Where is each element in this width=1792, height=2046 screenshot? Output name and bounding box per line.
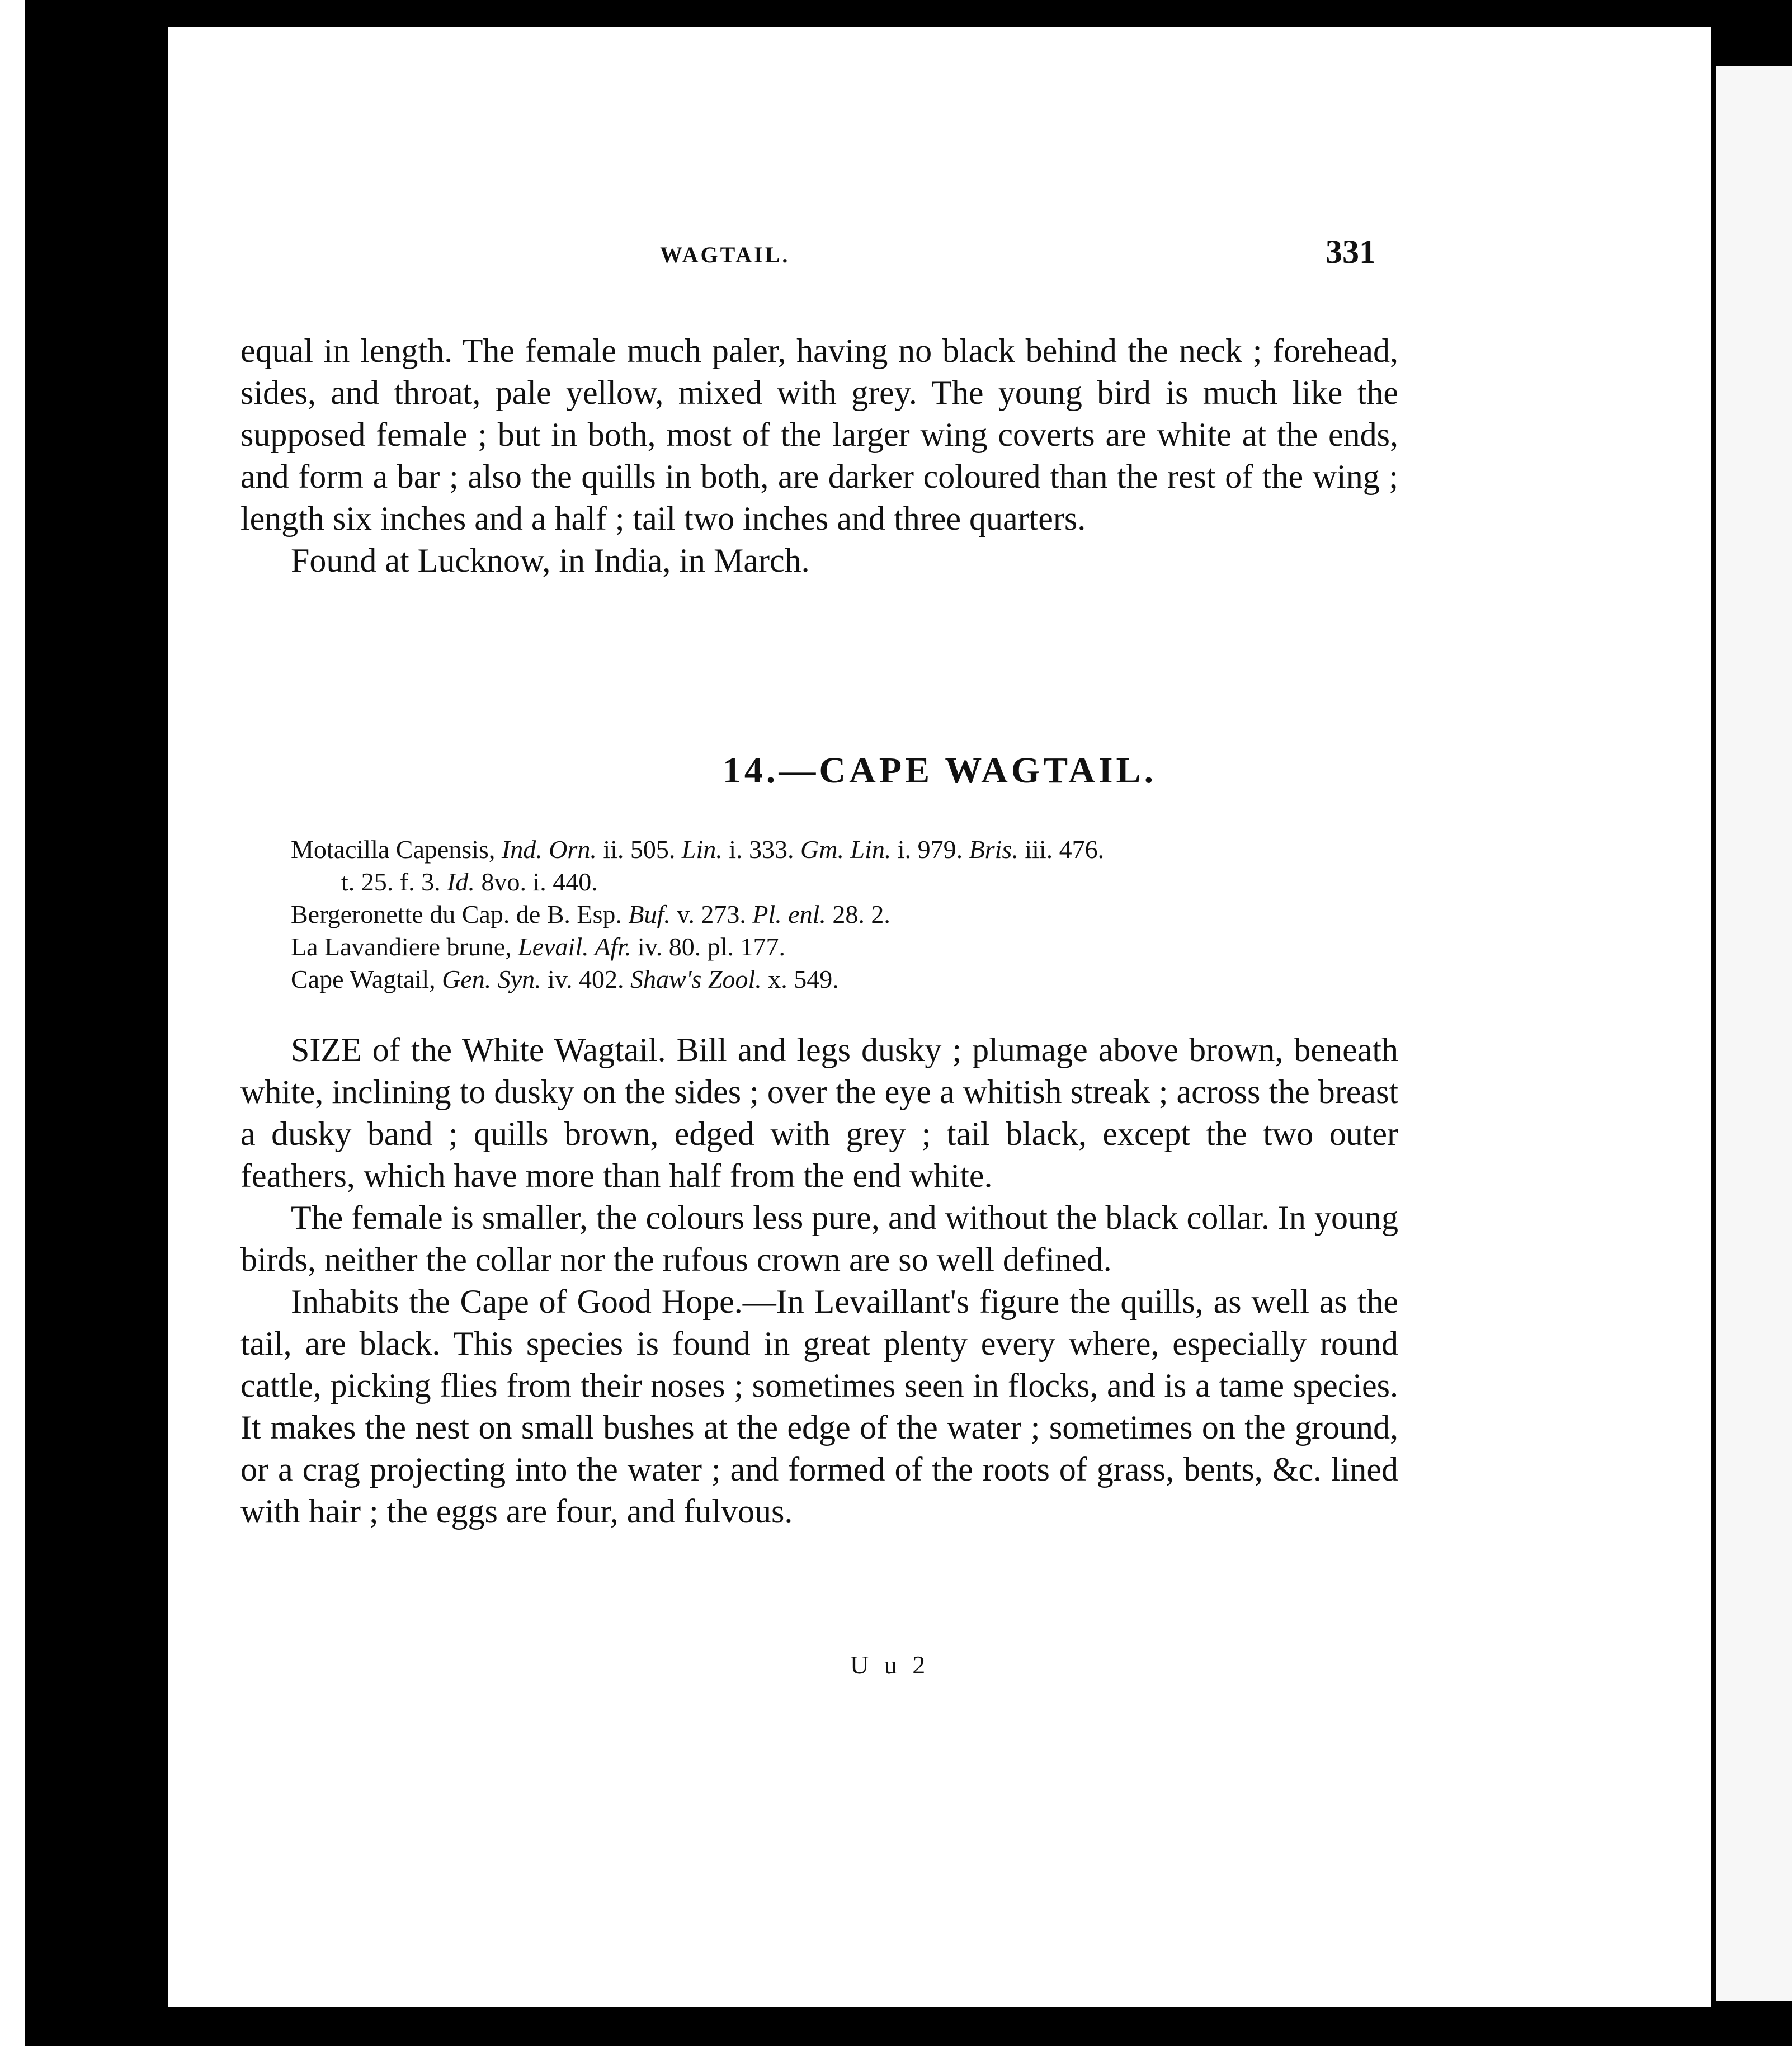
citation-source: Gm. Lin.: [800, 835, 892, 864]
opening-paragraph: equal in length. The female much paler, having no black behind the neck ; forehead, sides, and throat, pale yellow, mixed with grey. The young bird is much like the supposed female ; but in both, most of the larger wing coverts are white at the ends, and form a bar ; also the quills in both, are darker coloured than the rest of the wing ; length six inches and a half ; tail two inches and three quarters.: [240, 332, 1398, 537]
citation-ref: t. 25. f. 3.: [341, 868, 447, 896]
facing-page-edge: [0, 0, 30, 2046]
citation-ref: iv. 402.: [541, 965, 630, 993]
citation-ref: 28. 2.: [826, 900, 890, 928]
citation-ref: ii. 505.: [596, 835, 682, 864]
section-heading: 14.—CAPE WAGTAIL.: [722, 750, 1157, 791]
citation-source: Lin.: [681, 835, 723, 864]
citation-source: Pl. enl.: [752, 900, 826, 928]
synonym-name: Bergeronette du Cap. de B. Esp.: [291, 900, 629, 928]
citation-ref: 8vo. i. 440.: [474, 868, 598, 896]
synonym-line: [291, 833, 1409, 866]
citation-ref: v. 273.: [670, 900, 753, 928]
citation-source: Levail. Afr.: [518, 932, 631, 961]
female-paragraph: The female is smaller, the colours less pure, and without the black collar. In young birds, neither the collar nor the rufous crown are so well defined.: [240, 1199, 1398, 1278]
synonym-line: [291, 963, 1409, 996]
running-head: WAGTAIL.: [660, 242, 790, 267]
species-description: [240, 1029, 1398, 1533]
citation-source: Bris.: [969, 835, 1018, 864]
synonym-name: La Lavandiere brune,: [291, 932, 518, 961]
citation-ref: i. 979.: [891, 835, 969, 864]
citation-ref: iv. 80. pl. 177.: [631, 932, 786, 961]
citation-source: Buf.: [628, 900, 671, 928]
synonym-line: [291, 931, 1409, 963]
synonymy-list: [291, 833, 1409, 996]
citation-ref: x. 549.: [761, 965, 839, 993]
page-number: 331: [1326, 233, 1376, 270]
citation-source: Shaw's Zool.: [630, 965, 762, 993]
citation-source: Ind. Orn.: [501, 835, 597, 864]
synonym-line-continuation: [291, 866, 1409, 898]
citation-ref: iii. 476.: [1018, 835, 1105, 864]
synonym-name: Motacilla Capensis,: [291, 835, 502, 864]
citation-source: Id.: [447, 868, 475, 896]
signature-mark: U u 2: [850, 1651, 930, 1679]
habitat-paragraph: Inhabits the Cape of Good Hope.—In Levaillant's figure the quills, as well as the tail, are black. This species is found in great plenty every where, especially round cattle, picking flies from their noses ; sometimes seen in flocks, and is a tame species. It makes the nest on small bushes at the edge of the water ; sometimes on the ground, or a crag projecting into the water ; and formed of the roots of grass, bents, &c. lined with hair ; the eggs are four, and fulvous.: [240, 1283, 1398, 1530]
next-page-edge: [1711, 66, 1792, 2001]
citation-source: Gen. Syn.: [442, 965, 541, 993]
synonym-line: [291, 898, 1409, 931]
synonym-name: Cape Wagtail,: [291, 965, 442, 993]
description-paragraph: SIZE of the White Wagtail. Bill and legs dusky ; plumage above brown, beneath white, inclining to dusky on the sides ; over the eye a whitish streak ; across the breast a dusky band ; quills brown, edged with grey ; tail black, except the two outer feathers, which have more than half from the end white.: [240, 1031, 1398, 1194]
citation-ref: i. 333.: [722, 835, 801, 864]
opening-text: [240, 330, 1398, 582]
found-paragraph: Found at Lucknow, in India, in March.: [291, 542, 810, 579]
book-page: [168, 27, 1711, 2007]
